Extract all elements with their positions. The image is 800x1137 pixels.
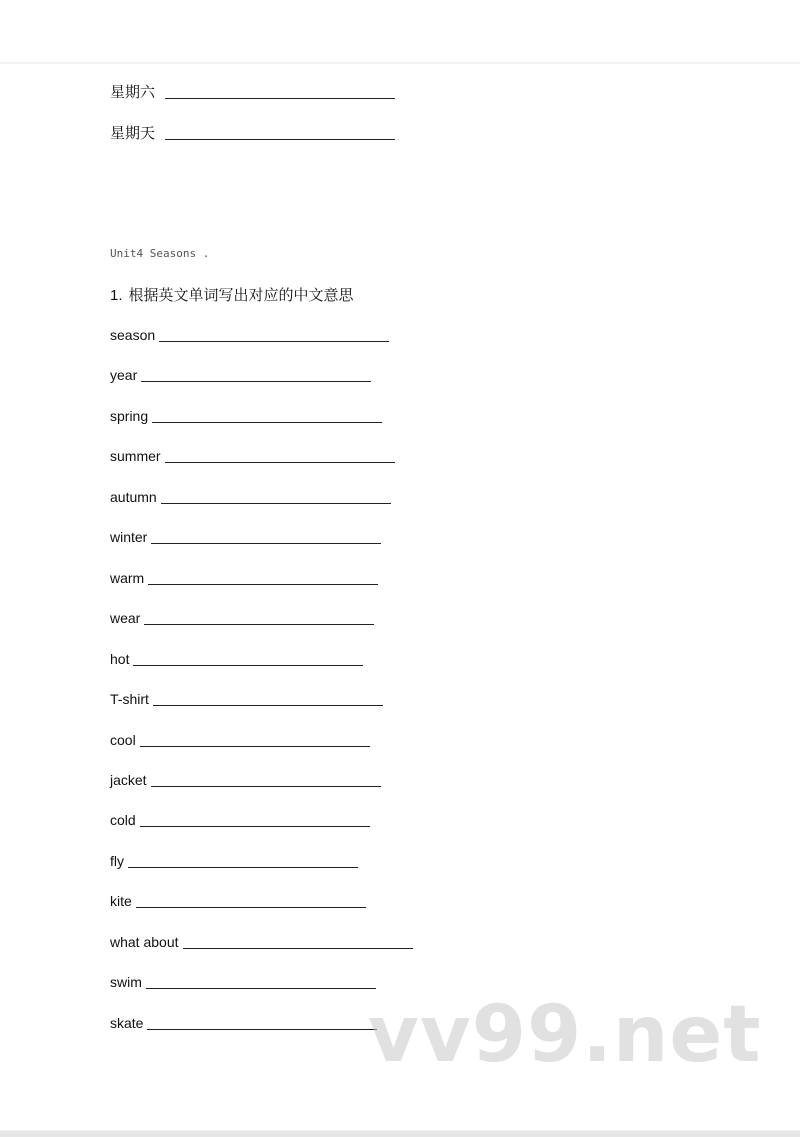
vocab-line xyxy=(110,974,376,990)
vocab-word: autumn xyxy=(110,489,157,505)
vocab-line xyxy=(110,934,413,950)
answer-blank[interactable] xyxy=(165,98,395,99)
previous-page-area xyxy=(0,0,800,62)
vocab-line xyxy=(110,853,358,869)
vocab-word: swim xyxy=(110,974,142,990)
answer-blank[interactable] xyxy=(140,826,370,827)
answer-blank[interactable] xyxy=(152,422,382,423)
answer-blank[interactable] xyxy=(147,1029,377,1030)
answer-blank[interactable] xyxy=(140,746,370,747)
vocab-word: season xyxy=(110,327,156,343)
vocab-word: kite xyxy=(110,893,132,909)
watermark: vv99.net xyxy=(368,990,762,1080)
vocab-word: spring xyxy=(110,408,149,424)
vocab-line xyxy=(110,651,363,667)
vocab-line xyxy=(110,489,391,505)
vocab-line xyxy=(110,448,395,464)
vocab-line xyxy=(110,610,374,626)
vocab-word: summer xyxy=(110,448,161,464)
answer-blank[interactable] xyxy=(144,624,374,625)
vocab-line xyxy=(110,812,370,828)
answer-blank[interactable] xyxy=(148,584,378,585)
vocab-line xyxy=(110,327,389,343)
answer-blank[interactable] xyxy=(133,665,363,666)
weekday-line-sunday xyxy=(110,125,395,141)
vocab-line xyxy=(110,1015,377,1031)
vocab-word: year xyxy=(110,367,138,383)
vocab-word: wear xyxy=(110,610,141,626)
vocab-word: fly xyxy=(110,853,124,869)
answer-blank[interactable] xyxy=(165,462,395,463)
weekday-label: 星期天 xyxy=(110,124,156,142)
vocab-line xyxy=(110,408,382,424)
vocab-line xyxy=(110,772,381,788)
answer-blank[interactable] xyxy=(183,948,413,949)
answer-blank[interactable] xyxy=(165,139,395,140)
answer-blank[interactable] xyxy=(146,988,376,989)
instruction-heading xyxy=(110,284,354,305)
vocab-word: jacket xyxy=(110,772,147,788)
vocab-word: skate xyxy=(110,1015,144,1031)
instruction-text: 根据英文单词写出对应的中文意思 xyxy=(128,286,354,304)
vocab-word: winter xyxy=(110,529,148,545)
vocab-line xyxy=(110,893,366,909)
vocab-word: cool xyxy=(110,732,136,748)
page-bottom-edge xyxy=(0,1131,800,1137)
vocab-word: warm xyxy=(110,570,145,586)
vocab-word: hot xyxy=(110,651,130,667)
answer-blank[interactable] xyxy=(153,705,383,706)
vocab-line xyxy=(110,691,383,707)
weekday-line-saturday xyxy=(110,84,395,100)
instruction-number: 1. xyxy=(110,287,123,304)
answer-blank[interactable] xyxy=(136,907,366,908)
weekday-label: 星期六 xyxy=(110,83,156,101)
vocab-line xyxy=(110,570,378,586)
vocab-word: what about xyxy=(110,934,179,950)
vocab-line xyxy=(110,732,370,748)
answer-blank[interactable] xyxy=(161,503,391,504)
vocab-line xyxy=(110,529,381,545)
answer-blank[interactable] xyxy=(141,381,371,382)
answer-blank[interactable] xyxy=(151,786,381,787)
vocab-word: T-shirt xyxy=(110,691,149,707)
unit-title: Unit4 Seasons . xyxy=(110,247,210,260)
answer-blank[interactable] xyxy=(128,867,358,868)
answer-blank[interactable] xyxy=(159,341,389,342)
vocab-word: cold xyxy=(110,812,136,828)
answer-blank[interactable] xyxy=(151,543,381,544)
document-page xyxy=(0,64,800,1130)
vocab-line xyxy=(110,367,371,383)
